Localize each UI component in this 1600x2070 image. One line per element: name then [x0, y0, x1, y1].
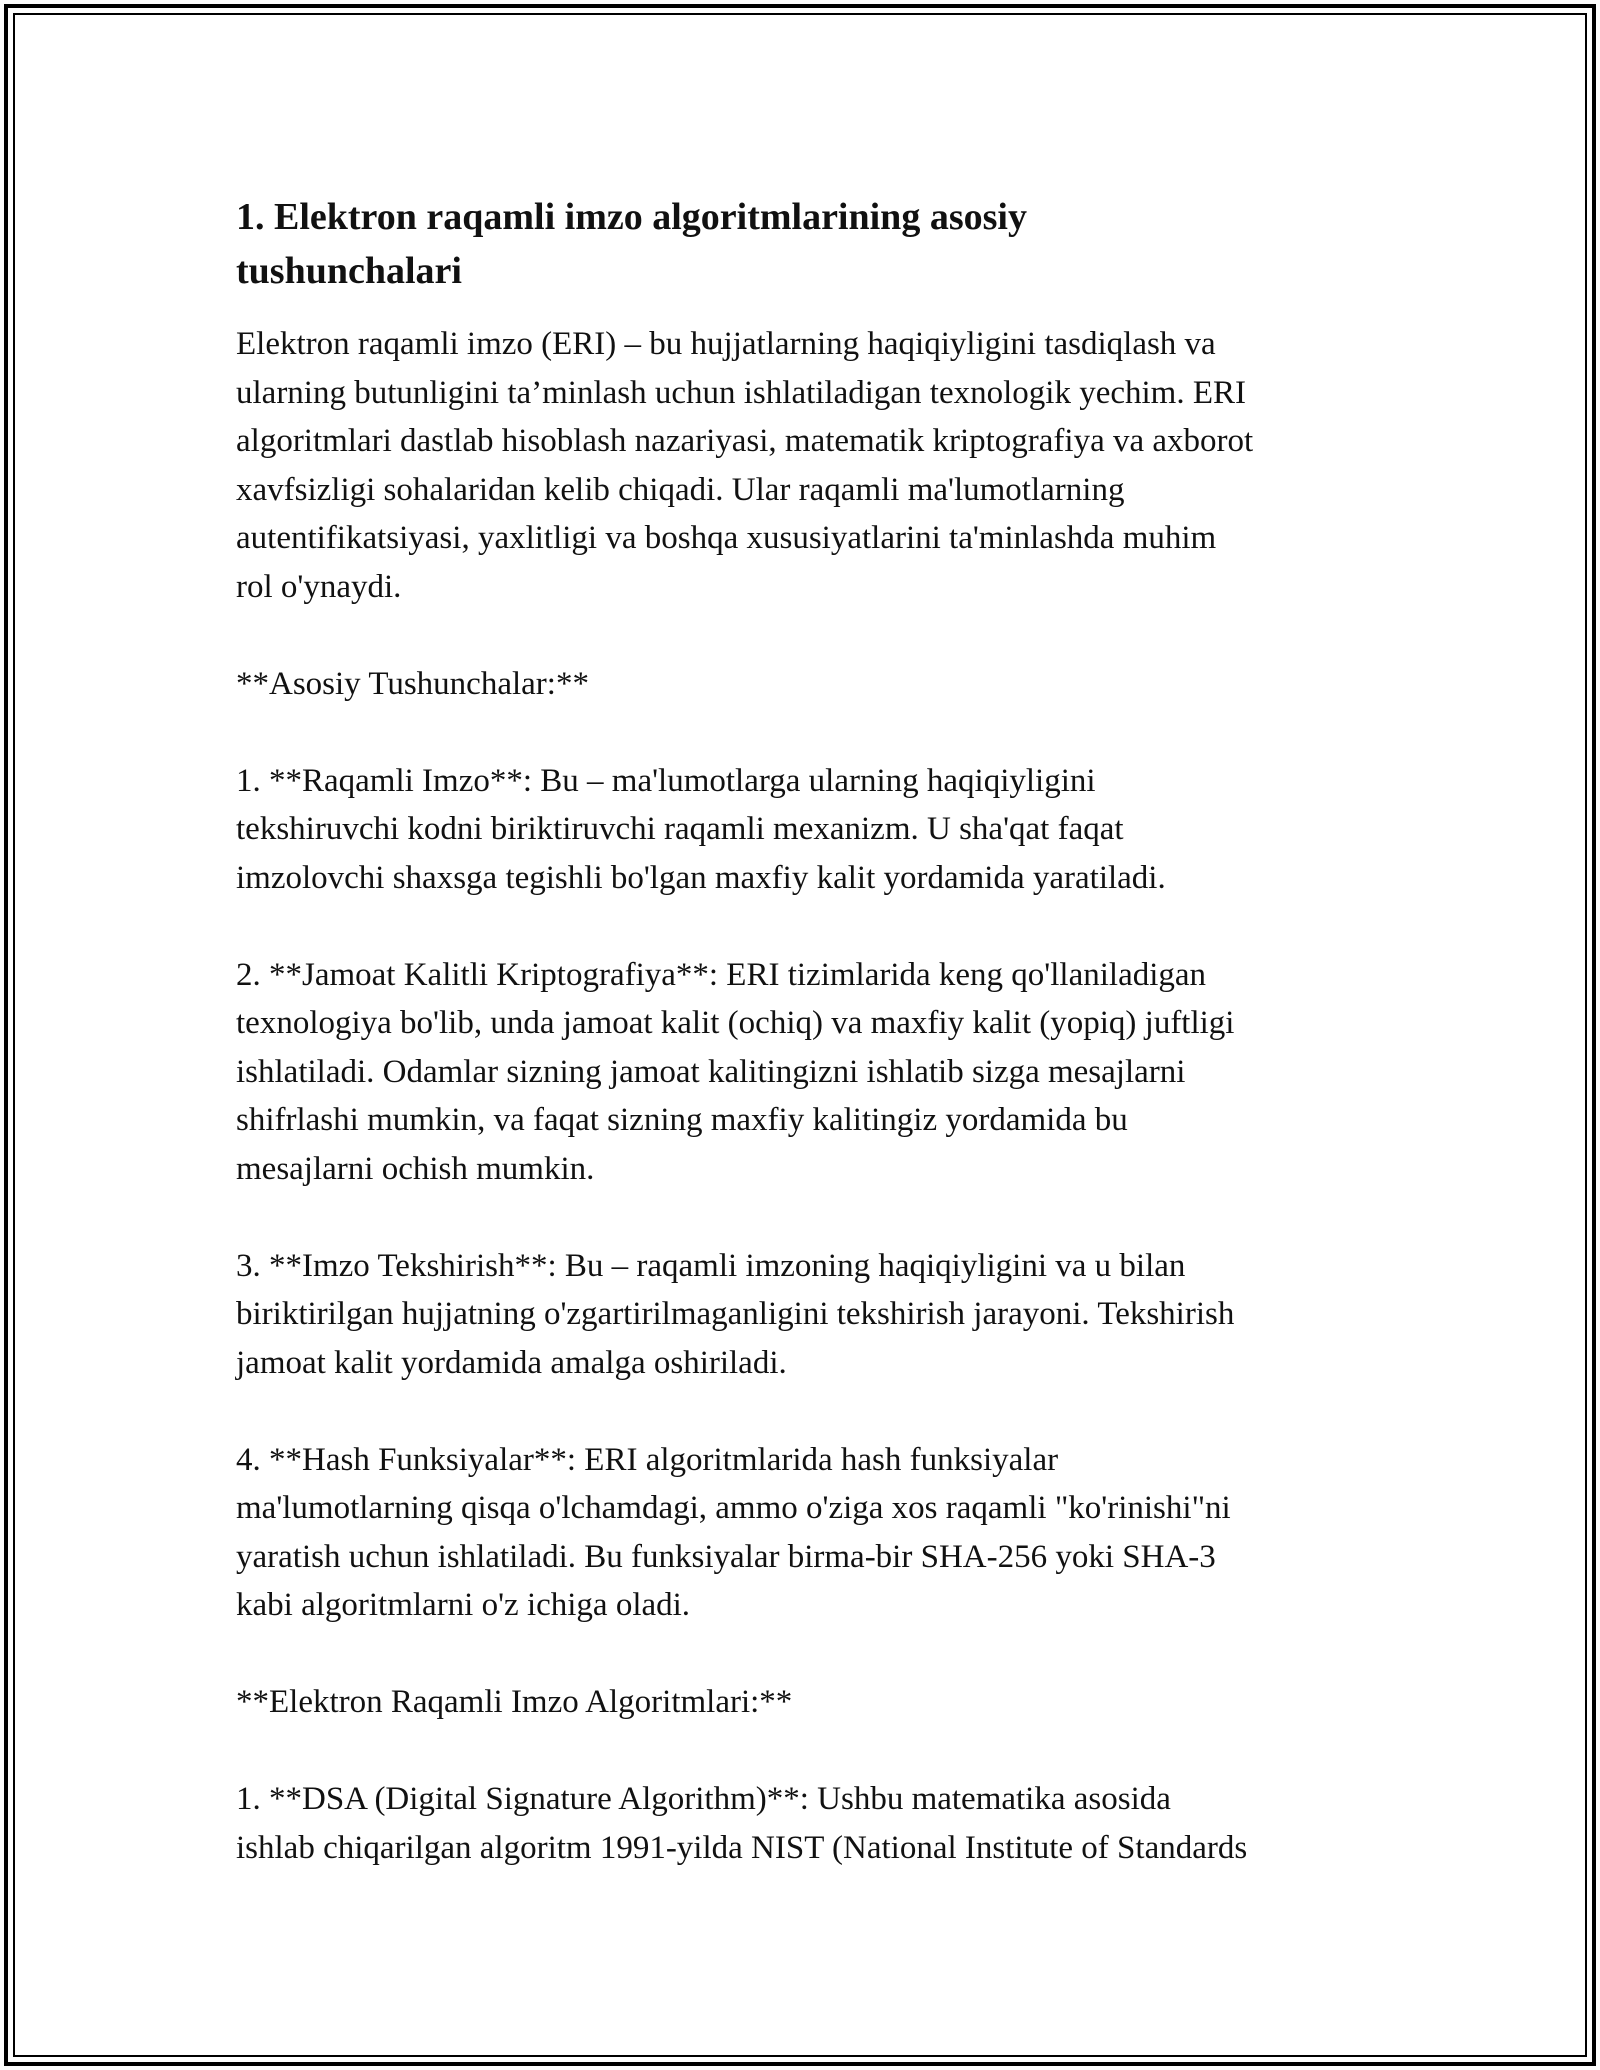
section-heading-basic-concepts: **Asosiy Tushunchalar:**: [236, 665, 589, 702]
list-item-public-key-cryptography: 2. **Jamoat Kalitli Kriptografiya**: ERI tizimlarida keng qo'llaniladigan texnologiya bo'lib, unda jamoat kalit (ochiq) va maxfiy kalit (yopiq) juftligi ishlatiladi. Odamlar sizning jamoat kalitingizni ishlatib sizga mesajlarni shifrlashi mumkin, va faqat sizning maxfiy kalitingiz yordamida bu mesajlarni ochish mumkin.: [236, 956, 1235, 1187]
paragraph-intro: Elektron raqamli imzo (ERI) – bu hujjatlarning haqiqiyligini tasdiqlash va ularning butunligini ta’minlash uchun ishlatiladigan texnologik yechim. ERI algoritmlari dastlab hisoblash nazariyasi, matematik kriptografiya va axborot xavfsizligi sohalaridan kelib chiqadi. Ular raqamli ma'lumotlarning autentifikatsiyasi, yaxlitligi va boshqa xususiyatlarini ta'minlashda muhim rol o'ynaydi.: [236, 326, 1254, 605]
list-item-signature-verification: 3. **Imzo Tekshirish**: Bu – raqamli imzoning haqiqiyligini va u bilan biriktirilgan hujjatning o'zgartirilmaganligini tekshirish jarayoni. Tekshirish jamoat kalit yordamida amalga oshiriladi.: [236, 1247, 1235, 1381]
document-title: 1. Elektron raqamli imzo algoritmlarining asosiy tushunchalari: [236, 196, 1027, 292]
list-item-hash-functions: 4. **Hash Funksiyalar**: ERI algoritmlarida hash funksiyalar ma'lumotlarning qisqa o'lchamdagi, ammo o'ziga xos raqamli "ko'rinishi"ni yaratish uchun ishlatiladi. Bu funksiyalar birma-bir SHA-256 yoki SHA-3 kabi algoritmlarni o'z ichiga oladi.: [236, 1441, 1231, 1623]
list-item-dsa: 1. **DSA (Digital Signature Algorithm)**: Ushbu matematika asosida ishlab chiqarilgan algoritm 1991-yilda NIST (National Institute of Standards: [236, 1781, 1248, 1866]
document-page: [236, 190, 1376, 1872]
section-heading-algorithms: **Elektron Raqamli Imzo Algoritmlari:**: [236, 1684, 793, 1720]
list-item-digital-signature: 1. **Raqamli Imzo**: Bu – ma'lumotlarga ularning haqiqiyligini tekshiruvchi kodni biriktiruvchi raqamli mexanizm. U sha'qat faqat imzolovchi shaxsga tegishli bo'lgan maxfiy kalit yordamida yaratiladi.: [236, 762, 1166, 896]
